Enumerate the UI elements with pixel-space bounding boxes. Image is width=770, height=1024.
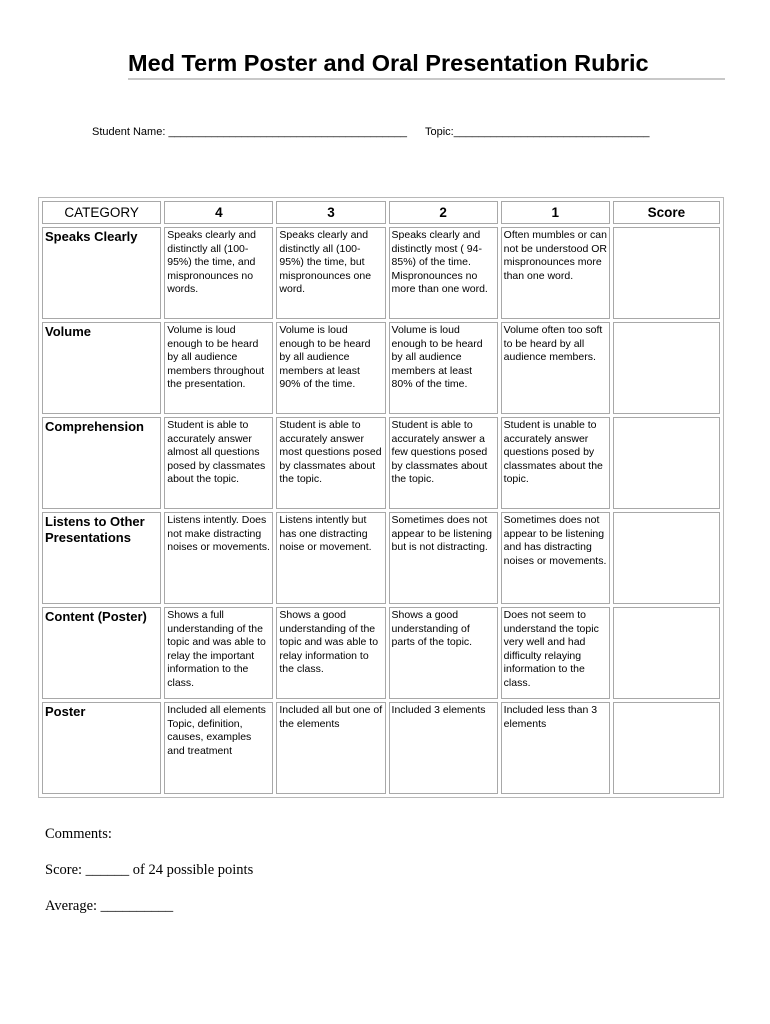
table-row — [42, 227, 720, 319]
cell-level-2: Sometimes does not appear to be listening but is not distracting. — [389, 512, 498, 604]
table-row — [42, 607, 720, 699]
score-line: Score: ______ of 24 possible points — [45, 862, 254, 878]
cell-level-1: Sometimes does not appear to be listening and has distracting noises or movements. — [501, 512, 610, 604]
document-title: Med Term Poster and Oral Presentation Rubric — [128, 50, 649, 76]
student-name-blank[interactable]: _______________________________________ — [168, 126, 408, 138]
cell-level-1: Does not seem to understand the topic very well and had difficulty relaying information to the class. — [501, 607, 610, 699]
cell-level-3: Volume is loud enough to be heard by all audience members at least 90% of the time. — [276, 322, 385, 414]
table-header-row — [42, 201, 720, 224]
comments-label: Comments: — [45, 826, 112, 842]
student-name-label: Student Name: — [92, 126, 166, 138]
cell-level-4: Student is able to accurately answer almost all questions posed by classmates about the topic. — [164, 417, 273, 509]
cell-level-2: Shows a good understanding of parts of the topic. — [389, 607, 498, 699]
score-cell[interactable] — [613, 417, 720, 509]
header-2: 2 — [389, 201, 498, 224]
score-cell[interactable] — [613, 512, 720, 604]
topic-blank[interactable]: ________________________________ — [453, 126, 650, 138]
score-cell[interactable] — [613, 227, 720, 319]
cell-level-3: Listens intently but has one distracting noise or movement. — [276, 512, 385, 604]
table-row — [42, 702, 720, 794]
cell-level-4: Shows a full understanding of the topic and was able to relay the important information to the class. — [164, 607, 273, 699]
average-line: Average: __________ — [45, 898, 174, 914]
cell-level-1: Student is unable to accurately answer questions posed by classmates about the topic. — [501, 417, 610, 509]
row-category: Comprehension — [42, 417, 161, 509]
cell-level-3: Shows a good understanding of the topic and was able to relay information to the class. — [276, 607, 385, 699]
cell-level-4: Volume is loud enough to be heard by all audience members throughout the presentation. — [164, 322, 273, 414]
table-row — [42, 322, 720, 414]
cell-level-2: Volume is loud enough to be heard by all audience members at least 80% of the time. — [389, 322, 498, 414]
row-category: Listens to Other Presentations — [42, 512, 161, 604]
table-row — [42, 512, 720, 604]
cell-level-3: Student is able to accurately answer most questions posed by classmates about the topic. — [276, 417, 385, 509]
cell-level-4: Speaks clearly and distinctly all (100-95%) the time, and mispronounces no words. — [164, 227, 273, 319]
cell-level-3: Speaks clearly and distinctly all (100-95%) the time, but mispronounces one word. — [276, 227, 385, 319]
cell-level-4: Included all elements Topic, definition, causes, examples and treatment — [164, 702, 273, 794]
cell-level-3: Included all but one of the elements — [276, 702, 385, 794]
student-info-line — [92, 126, 649, 138]
cell-level-2: Student is able to accurately answer a few questions posed by classmates about the topic. — [389, 417, 498, 509]
header-3: 3 — [276, 201, 385, 224]
cell-level-2: Included 3 elements — [389, 702, 498, 794]
header-category: CATEGORY — [42, 201, 161, 224]
topic-label: Topic: — [424, 126, 454, 138]
row-category: Content (Poster) — [42, 607, 161, 699]
row-category: Volume — [42, 322, 161, 414]
score-cell[interactable] — [613, 607, 720, 699]
row-category: Speaks Clearly — [42, 227, 161, 319]
header-1: 1 — [501, 201, 610, 224]
table-row — [42, 417, 720, 509]
row-category: Poster — [42, 702, 161, 794]
score-cell[interactable] — [613, 322, 720, 414]
cell-level-1: Volume often too soft to be heard by all audience members. — [501, 322, 610, 414]
rubric-table — [38, 197, 724, 798]
header-4: 4 — [164, 201, 273, 224]
score-cell[interactable] — [613, 702, 720, 794]
cell-level-1: Included less than 3 elements — [501, 702, 610, 794]
header-score: Score — [613, 201, 720, 224]
cell-level-2: Speaks clearly and distinctly most ( 94-85%) of the time. Mispronounces no more than one word. — [389, 227, 498, 319]
cell-level-1: Often mumbles or can not be understood OR mispronounces more than one word. — [501, 227, 610, 319]
title-divider — [128, 78, 725, 80]
cell-level-4: Listens intently. Does not make distracting noises or movements. — [164, 512, 273, 604]
